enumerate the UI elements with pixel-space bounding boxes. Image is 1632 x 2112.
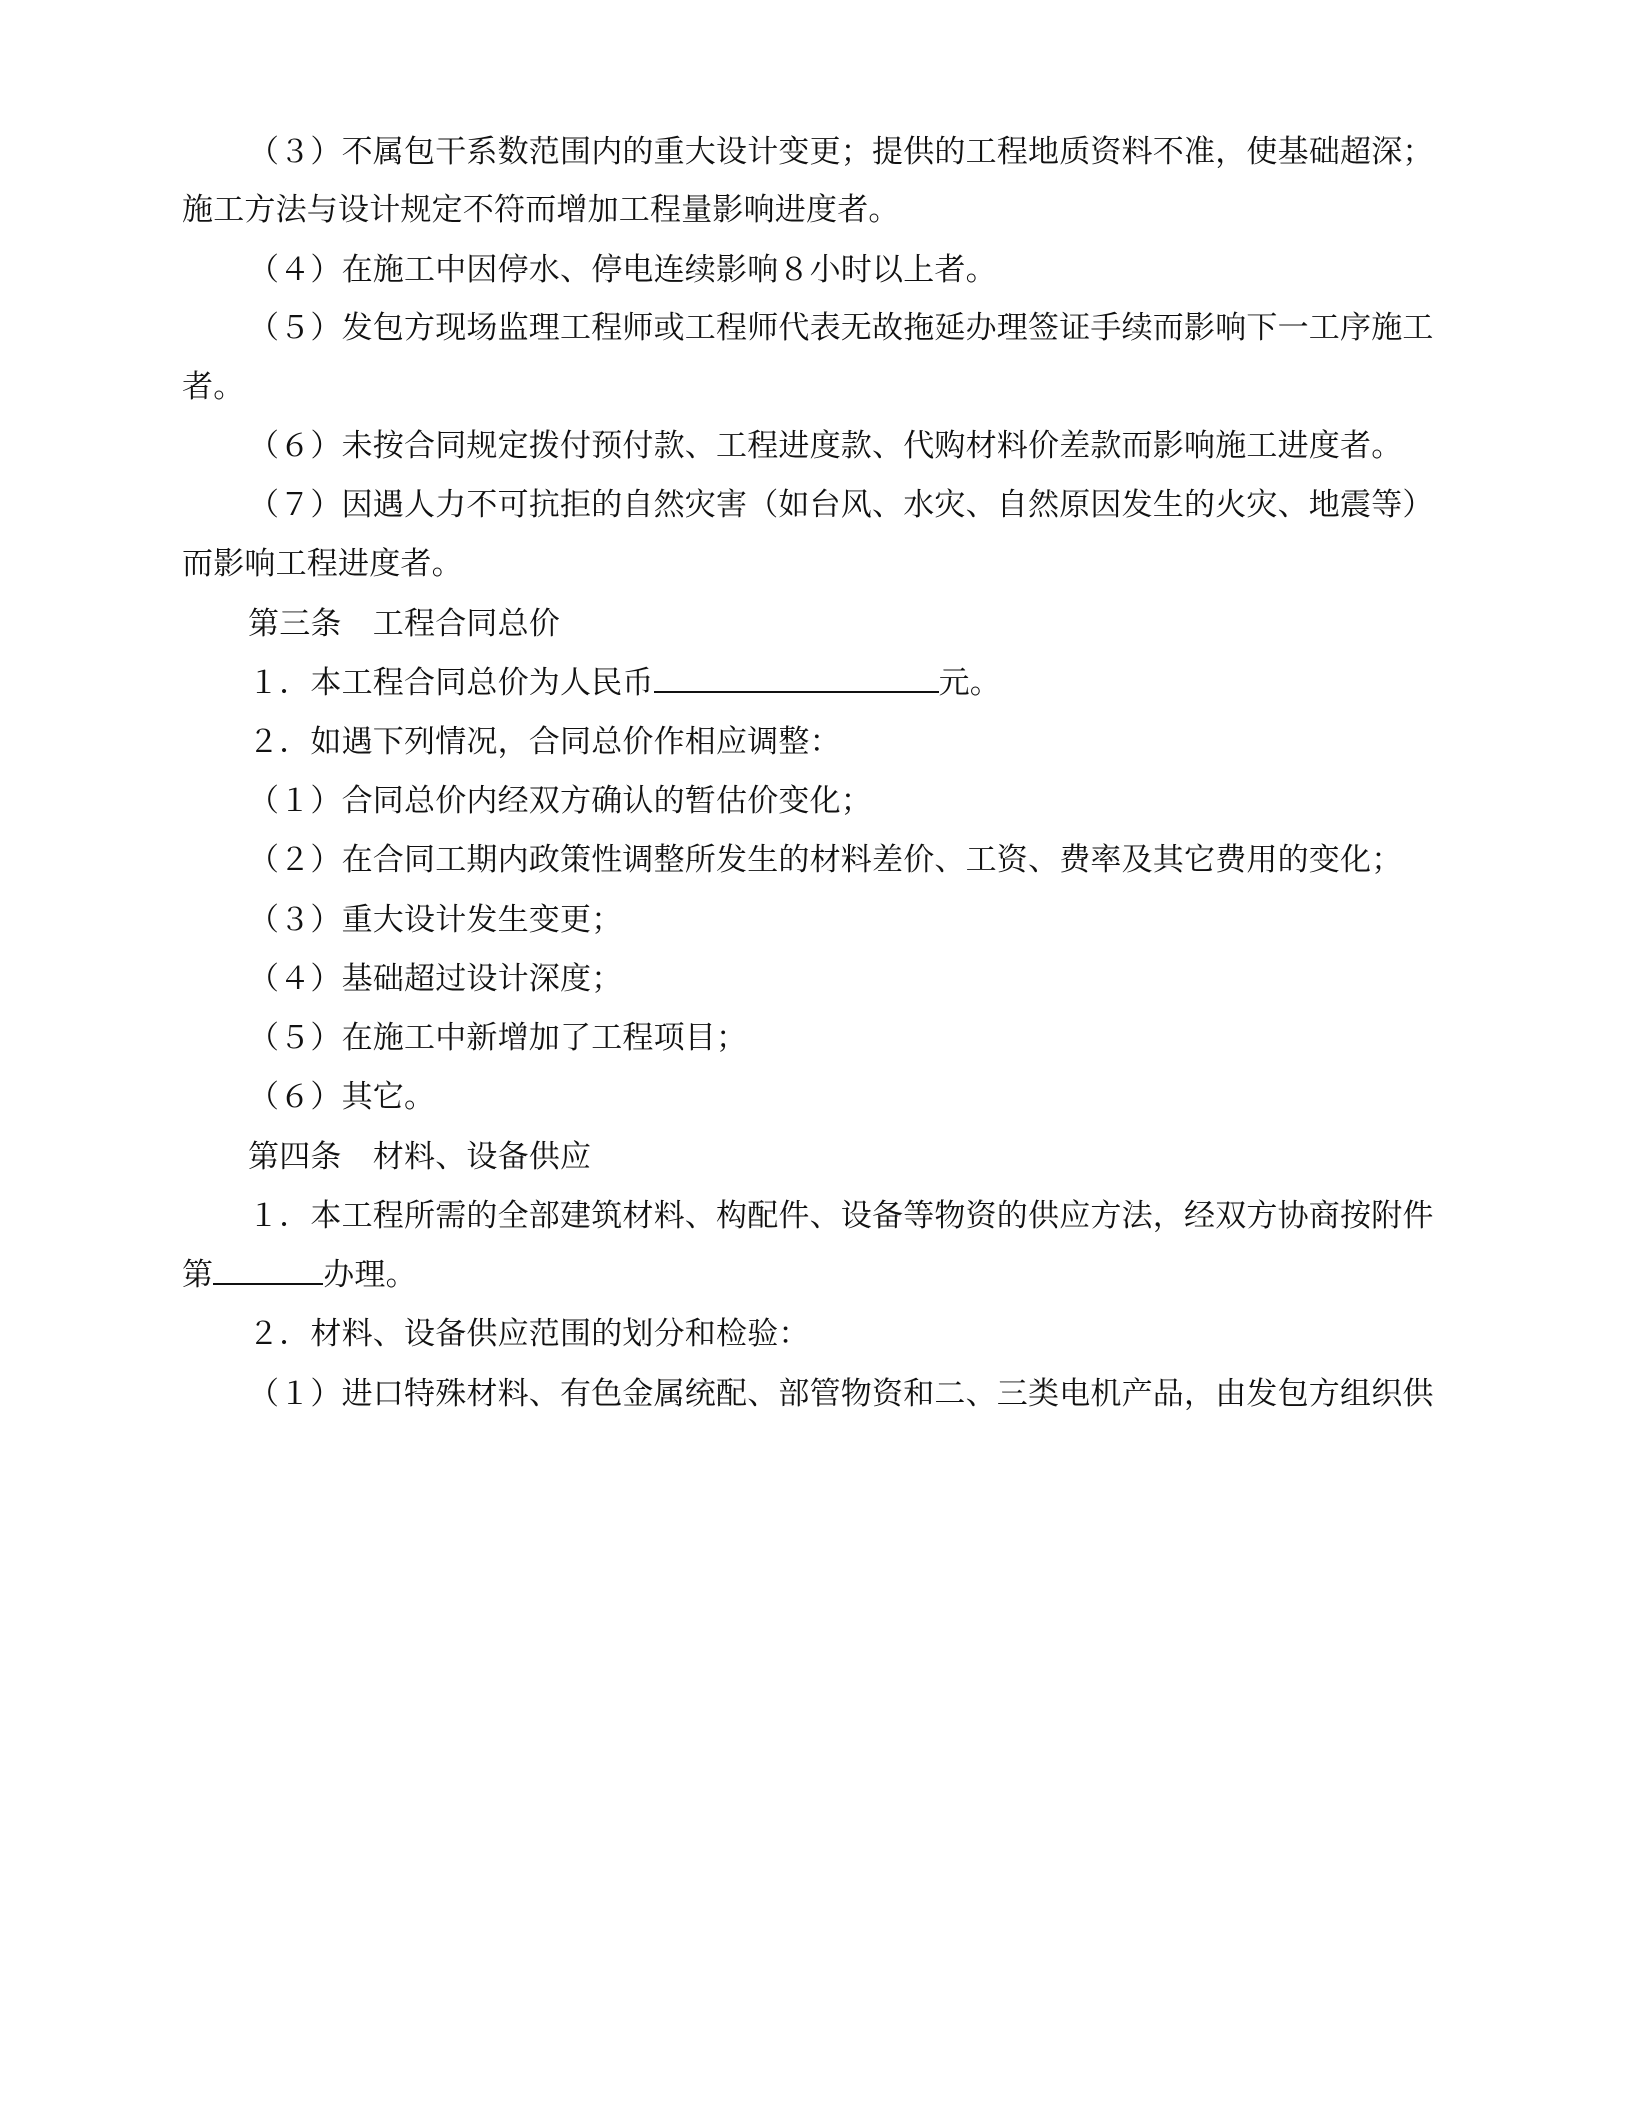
article-3-item-2: ２．如遇下列情况，合同总价作相应调整： xyxy=(248,724,841,760)
adjust-item-2: （２）在合同工期内政策性调整所发生的材料差价、工资、费率及其它费用的变化； xyxy=(248,842,1403,878)
adjust-item-5: （５）在施工中新增加了工程项目； xyxy=(248,1020,748,1056)
attachment-number-blank xyxy=(213,1249,323,1285)
supply-item-1: （１）进口特殊材料、有色金属统配、部管物资和二、三类电机产品，由发包方组织供 xyxy=(248,1376,1434,1412)
adjust-item-4: （４）基础超过设计深度； xyxy=(248,961,623,997)
contract-price-blank xyxy=(654,657,939,693)
paragraph-5-line2: 者。 xyxy=(182,369,245,405)
adjust-item-3: （３）重大设计发生变更； xyxy=(248,902,623,938)
paragraph-7-line1: （７）因遇人力不可抗拒的自然灾害（如台风、水灾、自然原因发生的火灾、地震等） xyxy=(248,487,1434,523)
contract-price-label: １．本工程合同总价为人民币 xyxy=(248,665,654,701)
attachment-suffix: 办理。 xyxy=(323,1257,417,1293)
article-3-heading: 第三条 工程合同总价 xyxy=(248,606,560,642)
contract-price-unit: 元。 xyxy=(938,665,1002,701)
attachment-prefix: 第 xyxy=(182,1257,214,1293)
paragraph-3-line2: 施工方法与设计规定不符而增加工程量影响进度者。 xyxy=(182,192,900,228)
article-4-item-1-line1: １．本工程所需的全部建筑材料、构配件、设备等物资的供应方法，经双方协商按附件 xyxy=(248,1198,1434,1234)
article-4-item-1-line2 xyxy=(182,1245,1382,1305)
article-3-item-1 xyxy=(248,653,1448,713)
adjust-item-6: （６）其它。 xyxy=(248,1079,436,1115)
paragraph-6: （６）未按合同规定拨付预付款、工程进度款、代购材料价差款而影响施工进度者。 xyxy=(248,428,1403,464)
paragraph-7-line2: 而影响工程进度者。 xyxy=(182,546,463,582)
paragraph-5-line1: （５）发包方现场监理工程师或工程师代表无故拖延办理签证手续而影响下一工序施工 xyxy=(248,310,1434,346)
paragraph-4: （４）在施工中因停水、停电连续影响８小时以上者。 xyxy=(248,252,997,288)
adjust-item-1: （１）合同总价内经双方确认的暂估价变化； xyxy=(248,783,872,819)
article-4-item-2: ２．材料、设备供应范围的划分和检验： xyxy=(248,1316,810,1352)
paragraph-3-line1: （３）不属包干系数范围内的重大设计变更；提供的工程地质资料不准，使基础超深； xyxy=(248,134,1434,170)
article-4-heading: 第四条 材料、设备供应 xyxy=(248,1139,592,1175)
